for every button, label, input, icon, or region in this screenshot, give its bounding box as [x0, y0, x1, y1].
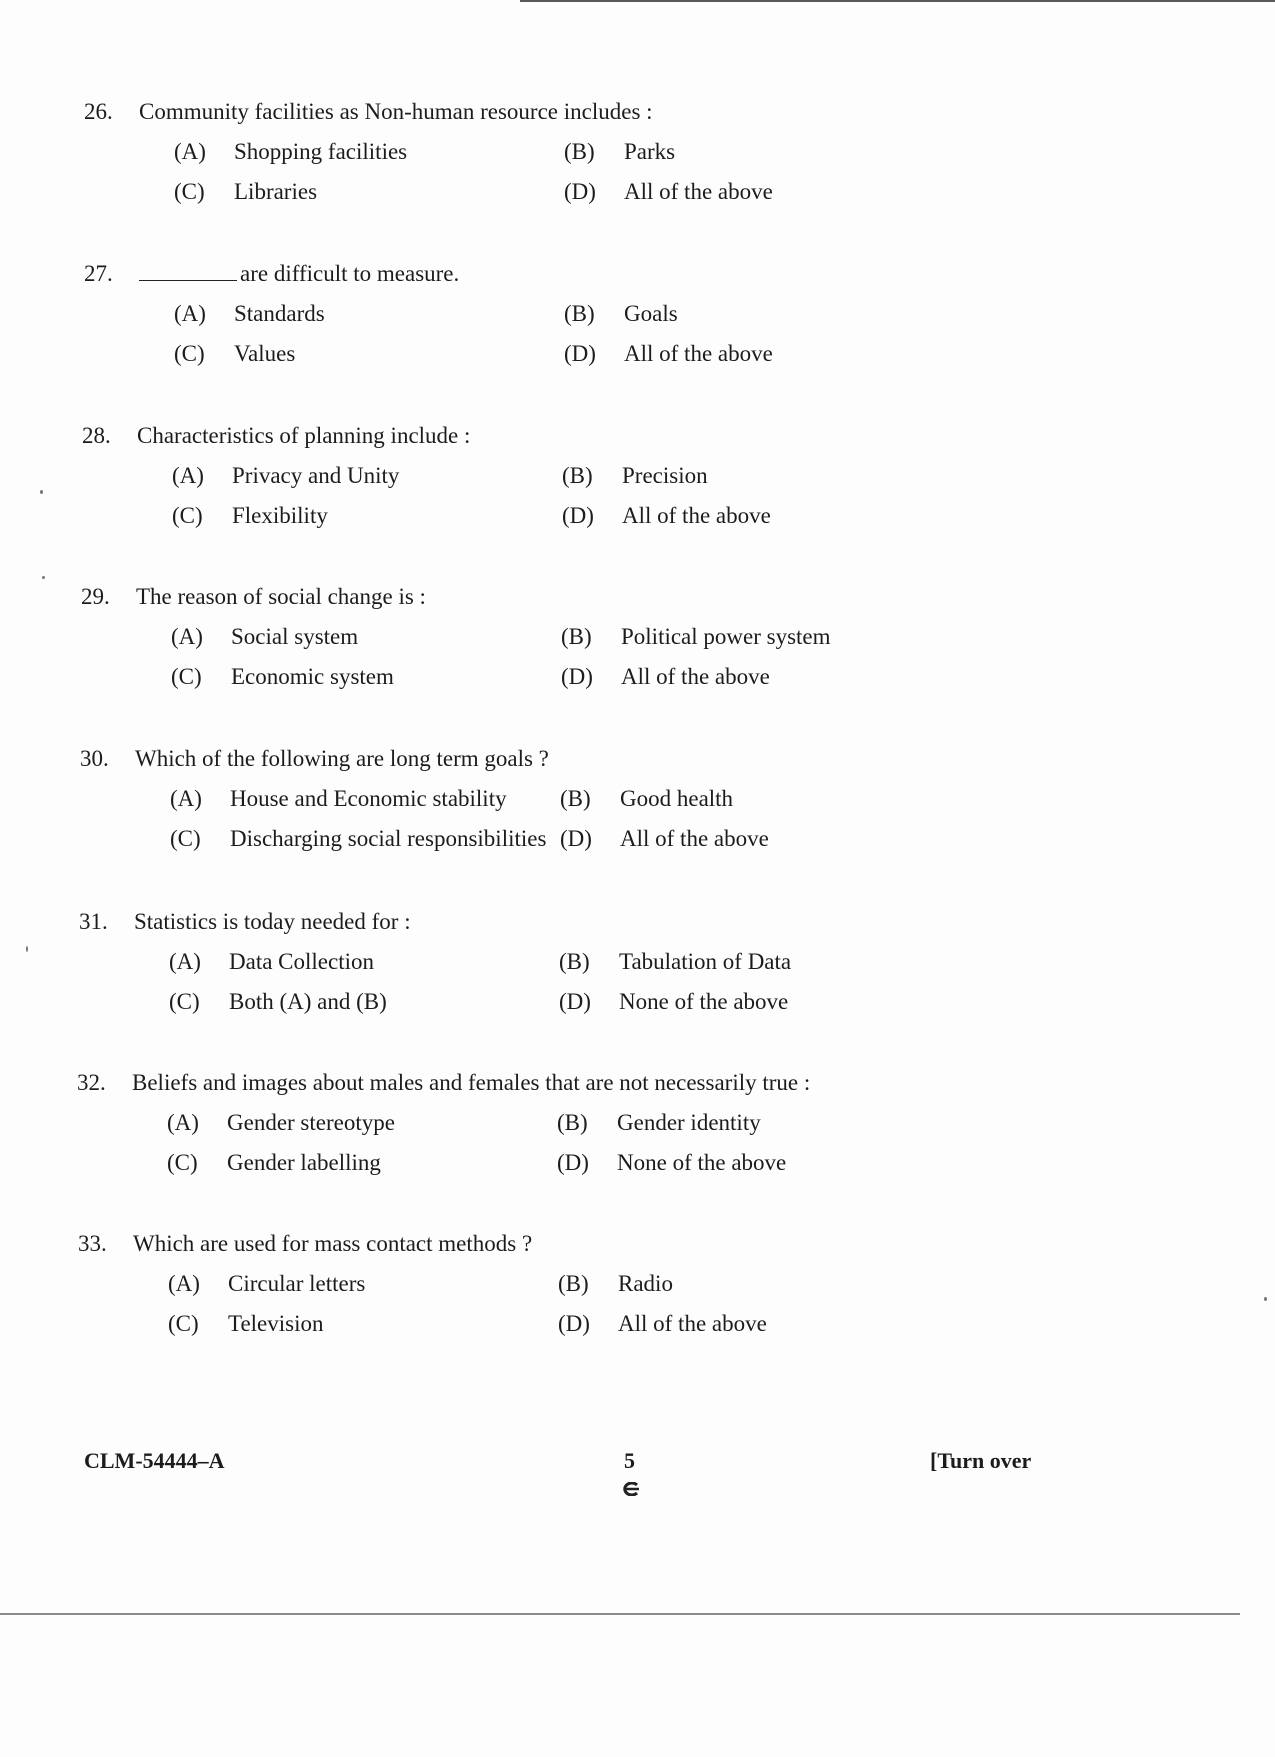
question-text: Beliefs and images about males and females that are not necessarily true :: [132, 1070, 811, 1095]
option-d: (D) All of the above: [564, 341, 773, 366]
option-d: (D) All of the above: [562, 503, 771, 528]
option-d: (D) None of the above: [559, 989, 789, 1014]
option-c: (C) Economic system: [171, 664, 394, 689]
question-number: 33.: [78, 1231, 107, 1256]
option-c: (C) Both (A) and (B): [169, 989, 387, 1014]
option-b: (B) Precision: [562, 463, 708, 488]
question-text: Which of the following are long term goals ?: [135, 746, 549, 771]
question-number: 27.: [84, 261, 113, 286]
question-number: 32.: [77, 1070, 106, 1095]
question-32: [77, 1063, 810, 1183]
option-b: (B) Political power system: [561, 624, 831, 649]
question-number: 29.: [81, 584, 110, 609]
question-33: [78, 1224, 767, 1344]
question-number: 30.: [80, 746, 109, 771]
scan-speck: [42, 576, 45, 579]
question-28: [82, 416, 771, 536]
option-a: (A) Social system: [171, 624, 359, 649]
option-c: (C) Gender labelling: [167, 1150, 381, 1175]
scan-speck: [26, 946, 28, 952]
question-26: [84, 92, 773, 212]
question-text: Community facilities as Non-human resource includes :: [139, 99, 653, 124]
question-text: are difficult to measure.: [240, 261, 460, 286]
question-27: [84, 254, 773, 374]
option-d: (D) All of the above: [560, 826, 769, 851]
option-b: (B) Radio: [558, 1271, 673, 1296]
question-number: 31.: [79, 909, 108, 934]
option-b: (B) Gender identity: [557, 1110, 761, 1135]
paper-code: CLM-54444–A: [84, 1448, 225, 1473]
option-b: (B) Goals: [564, 301, 678, 326]
scan-speck: [40, 490, 43, 494]
option-d: (D) All of the above: [564, 179, 773, 204]
question-text: Statistics is today needed for :: [134, 909, 411, 934]
option-d: (D) All of the above: [561, 664, 770, 689]
option-a: (A) Circular letters: [168, 1271, 366, 1296]
bottom-rule: [0, 1613, 1240, 1615]
top-rule: [520, 0, 1275, 2]
option-a: (A) Privacy and Unity: [172, 463, 400, 488]
question-31: [79, 902, 791, 1022]
question-30: [80, 739, 769, 859]
option-c: (C) Discharging social responsibilities: [170, 826, 547, 851]
question-text: The reason of social change is :: [136, 584, 426, 609]
page-number: 5: [624, 1448, 635, 1473]
option-d: (D) All of the above: [558, 1311, 767, 1336]
c-mark-icon: [622, 1482, 640, 1496]
option-c: (C) Values: [174, 341, 296, 366]
option-b: (B) Parks: [564, 139, 676, 164]
option-b: (B) Good health: [560, 786, 734, 811]
option-a: (A) Data Collection: [169, 949, 374, 974]
option-a: (A) Gender stereotype: [167, 1110, 395, 1135]
scan-speck: [1264, 1297, 1267, 1301]
answer-blank: [139, 256, 237, 281]
option-c: (C) Libraries: [174, 179, 318, 204]
option-d: (D) None of the above: [557, 1150, 787, 1175]
option-a: (A) Standards: [174, 301, 325, 326]
option-c: (C) Flexibility: [172, 503, 328, 528]
turn-over-note: [Turn over: [930, 1448, 1032, 1473]
question-text: Which are used for mass contact methods ?: [133, 1231, 533, 1256]
question-text: Characteristics of planning include :: [137, 423, 471, 448]
option-c: (C) Television: [168, 1311, 324, 1336]
option-a: (A) Shopping facilities: [174, 139, 408, 164]
question-number: 26.: [84, 99, 113, 124]
question-number: 28.: [82, 423, 111, 448]
option-b: (B) Tabulation of Data: [559, 949, 792, 974]
option-a: (A) House and Economic stability: [170, 786, 507, 811]
question-29: [81, 577, 831, 697]
